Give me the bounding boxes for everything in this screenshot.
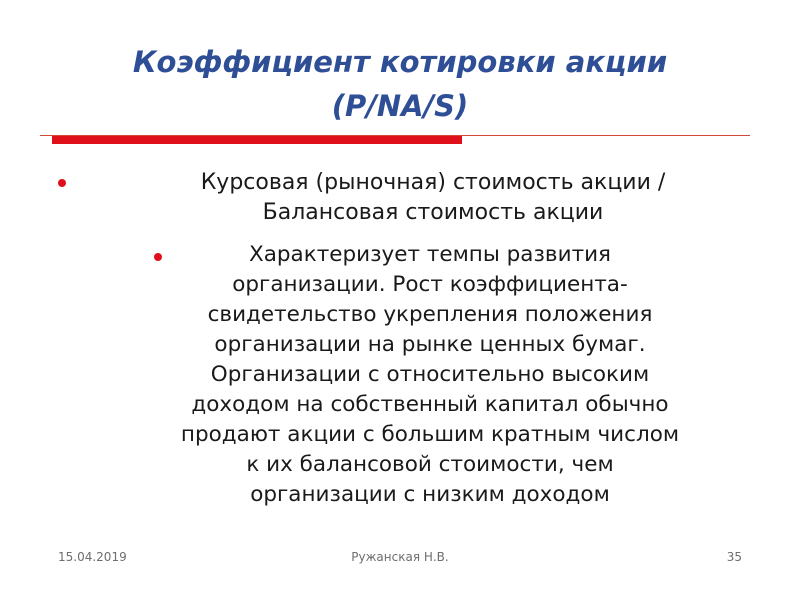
sub-bullet-line: организации с низким доходом [250,482,610,507]
main-bullet-text [98,168,768,228]
sub-bullet-line: Характеризует темпы развития [249,242,611,267]
main-bullet-line-1: Курсовая (рыночная) стоимость акции / [200,170,666,195]
sub-bullet-line: к их балансовой стоимости, чем [246,452,614,477]
main-bullet-line-2: Балансовая стоимость акции [262,200,604,225]
bullet-dot-icon [154,253,162,261]
sub-bullet-text [100,240,760,510]
sub-bullet-line: организации на рынке ценных бумаг. [214,332,646,357]
sub-bullet-line: организации. Рост коэффициента- [232,272,628,297]
bullet-dot-icon [58,179,66,187]
footer-date: 15.04.2019 [58,550,127,564]
title-line-2: (P/NA/S) [331,89,469,123]
footer-author: Ружанская Н.В. [351,550,449,564]
sub-bullet-line: продают акции с большим кратным числом [180,422,680,447]
slide-title [40,40,760,128]
sub-bullet-line: Организации с относительно высоким [210,362,650,387]
title-accent-bar [52,136,462,144]
sub-bullet [100,240,760,510]
sub-bullet-line: доходом на собственный капитал обычно [191,392,669,417]
page-number: 35 [726,550,742,564]
title-line-1: Коэффициент котировки акции [132,45,668,79]
sub-bullet-line: свидетельство укрепления положения [207,302,653,327]
